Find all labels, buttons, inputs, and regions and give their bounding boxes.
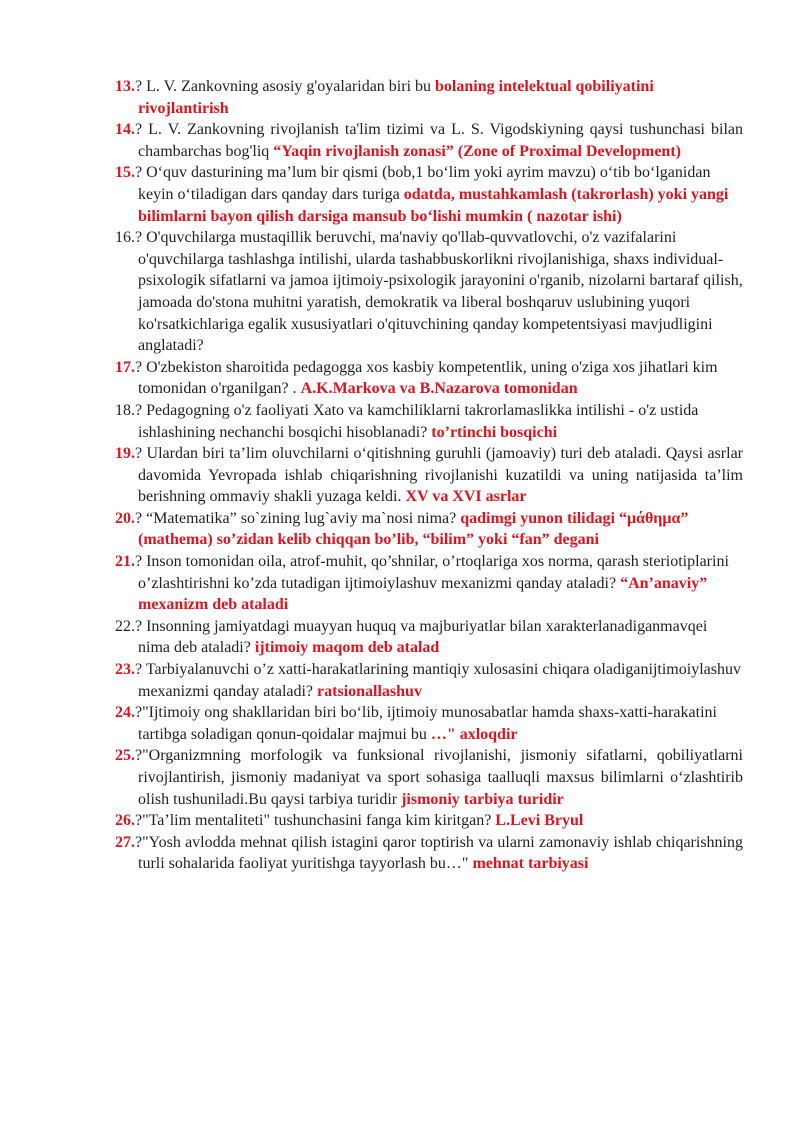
question-text: ? Tarbiyalanuvchi o’z xatti-harakatlarining mantiqiy xulosasini chiqara oladiganijtimoiylashuv mexanizmi qanday ataladi? xyxy=(135,661,741,700)
question-item xyxy=(115,702,743,745)
question-number: 23. xyxy=(115,661,135,679)
question-number: 19. xyxy=(115,445,135,463)
question-item xyxy=(115,162,743,227)
answer-text: XV va XVI asrlar xyxy=(405,488,527,506)
question-number: 13. xyxy=(115,78,135,95)
question-number: 16. xyxy=(115,229,135,247)
answer-text: odatda, mustahkamlash (takrorlash) yoki yangi bilimlarni bayon qilish darsiga mansub bo‘lishi mumkin ( nazotar ishi) xyxy=(138,185,729,225)
answer-text: …" axloqdir xyxy=(430,725,518,743)
answer-text: “Yaqin rivojlanish zonasi” (Zone of Proximal Development) xyxy=(273,142,681,160)
answer-text: ijtimoiy maqom deb atalad xyxy=(254,639,440,657)
answer-text: to’rtinchi bosqichi xyxy=(431,423,558,441)
question-number: 18. xyxy=(115,401,135,419)
answer-text: “An’anaviy” mexanizm deb ataladi xyxy=(138,574,708,614)
question-item xyxy=(115,443,743,508)
question-item xyxy=(115,357,743,400)
question-text: ? O'quvchilarga mustaqillik beruvchi, ma'naviy qo'llab-quvvatlovchi, o'z vazifalarini o'quvchilarga tashlashga intilishi, ularda tashabbuskorlikni rivojlanishiga, shaxs individual-psixologik sifatlarni va jamoa ijtimoiy-psixologik jarayonini o'rganib, nizolarni bartaraf qilish, jamoada do'stona muhitni yaratish, demokratik va liberal boshqaruv uslubining yuqori ko'rsatkichlariga egalik xususiyatlari o'qituvchining qanday kompetentsiyasi mavjudligini anglatadi? xyxy=(135,229,743,355)
answer-text: jismoniy tarbiya turidir xyxy=(401,790,564,808)
question-item xyxy=(115,745,743,810)
question-text: ? L. V. Zankovning rivojlanish ta'lim tizimi va L. S. Vigodskiyning qaysi tushunchasi bilan chambarchas bog'liq xyxy=(135,121,743,160)
question-item xyxy=(115,659,743,702)
answer-text: A.K.Markova va B.Nazarova tomonidan xyxy=(300,380,578,398)
question-text: ? “Matematika” so`zining lug`aviy ma`nosi nima? xyxy=(135,509,461,527)
question-number: 22. xyxy=(115,617,135,635)
question-text: ? O'zbekiston sharoitida pedagogga xos kasbiy kompetentlik, uning o'ziga xos jihatlari kim tomonidan o'rganilgan? . xyxy=(135,358,718,398)
answer-text: ratsionallashuv xyxy=(317,682,422,700)
question-item xyxy=(115,832,743,875)
answer-text: qadimgi yunon tilidagi “μάθημα” (mathema) so’zidan kelib chiqqan bo’lib, “bilim” yoki “fan” degani xyxy=(138,509,689,549)
question-number: 24. xyxy=(115,704,135,722)
question-text: ? Ulardan biri ta’lim oluvchilarni o‘qitishning guruhli (jamoaviy) turi deb ataladi. Qaysi asrlar davomida Yevropada ishlab chiqarishning rivojlanishi kuzatildi va uning natijasida ta’lim berishning ommaviy shakli yuzaga keldi. xyxy=(135,445,743,506)
question-item xyxy=(115,76,743,119)
question-item xyxy=(115,508,743,551)
answer-text: L.Levi Bryul xyxy=(495,812,584,830)
question-text: ? Inson tomonidan oila, atrof-muhit, qo’shnilar, o’rtoqlariga xos norma, qarash steriotiplarini o’zlashtirishni ko’zda tutadigan ijtimoiylashuv mexanizmi qanday ataladi? xyxy=(135,553,729,592)
question-item xyxy=(115,400,743,443)
question-item xyxy=(115,119,743,162)
question-text: ? O‘quv dasturining ma’lum bir qismi (bob,1 bo‘lim yoki ayrim mavzu) o‘tib bo‘lganidan keyin o‘tiladigan dars qanday dars turiga xyxy=(135,164,711,203)
question-number: 25. xyxy=(115,747,135,765)
question-item xyxy=(115,551,743,616)
question-number: 14. xyxy=(115,121,135,139)
question-number: 20. xyxy=(115,509,135,527)
answer-text: bolaning intelektual qobiliyatini rivojlantirish xyxy=(138,78,654,117)
question-item xyxy=(115,810,743,832)
question-text: ? Insonning jamiyatdagi muayyan huquq va majburiyatlar bilan xarakterlanadiganmavqei nima deb ataladi? xyxy=(135,617,708,657)
question-number: 27. xyxy=(115,833,135,851)
question-number: 17. xyxy=(115,358,135,376)
question-number: 15. xyxy=(115,164,135,182)
question-text: ? Pedagogning o'z faoliyati Xato va kamchiliklarni takrorlamaslikka intilishi - o'z ustida ishlashining nechanchi bosqichi hisoblanadi? xyxy=(135,401,699,441)
question-item xyxy=(115,616,743,659)
question-text: ?"Ta’lim mentaliteti" tushunchasini fanga kim kiritgan? xyxy=(135,812,496,830)
question-text: ? L. V. Zankovning asosiy g'oyalaridan biri bu xyxy=(135,78,436,95)
question-number: 26. xyxy=(115,812,135,830)
question-list xyxy=(115,76,743,875)
question-number: 21. xyxy=(115,553,135,571)
question-item xyxy=(115,227,743,357)
question-text: ?"Ijtimoiy ong shakllaridan biri bo‘lib, ijtimoiy munosabatlar hamda shaxs-xatti-harakatini tartibga soladigan qonun-qoidalar majmui bu xyxy=(135,704,717,743)
question-text: ?"Yosh avlodda mehnat qilish istagini qaror toptirish va ularni zamonaviy ishlab chiqarishning turli sohalarida faoliyat yuritishga tayyorlash bu…" xyxy=(135,833,743,873)
question-text: ?"Organizmning morfologik va funksional rivojlanishi, jismoniy sifatlarni, qobiliyatlarni rivojlantirish, jismoniy madaniyat va sport sohasiga taalluqli maxsus bilimlarni o‘zlashtirib olish tushuniladi.Bu qaysi tarbiya turidir xyxy=(135,747,743,808)
answer-text: mehnat tarbiyasi xyxy=(472,855,589,873)
